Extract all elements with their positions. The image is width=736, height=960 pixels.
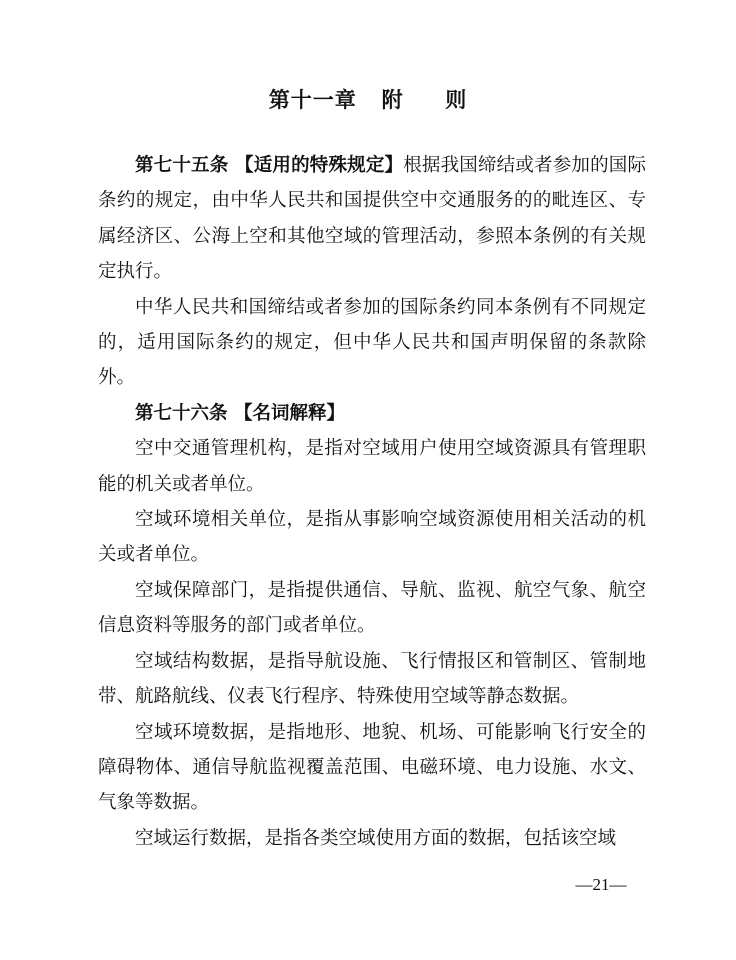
- article-75-heading: 第七十五条 【适用的特殊规定】: [135, 155, 404, 176]
- article-75-text-1: 根据我国缔结或者参加的国际条约的规定，由中华人民共和国提供空中交通服务的的毗连区、专属经济区、公海上空和其他空域的管理活动，参照本条例的有关规定执行。: [98, 155, 646, 283]
- article-76-definition-6: 空域运行数据，是指各类空域使用方面的数据，包括该空域: [135, 827, 617, 849]
- article-76-definition-3: 空域保障部门，是指提供通信、导航、监视、航空气象、航空信息资料等服务的部门或者单位。: [98, 579, 646, 637]
- article-76-definition-1: 空中交通管理机构，是指对空域用户使用空域资源具有管理职能的机关或者单位。: [98, 438, 646, 495]
- article-75-paragraph-1: [98, 148, 646, 290]
- article-75-paragraph-2: 中华人民共和国缔结或者参加的国际条约同本条例有不同规定的，适用国际条约的规定，但中华人民共和国声明保留的条款除外。: [98, 296, 646, 389]
- page-number: —21—: [575, 875, 627, 894]
- article-76-heading: 第七十六条 【名词解释】: [135, 402, 345, 424]
- document-body: [98, 148, 646, 856]
- article-76-definition-2: 空域环境相关单位，是指从事影响空域资源使用相关活动的机关或者单位。: [98, 509, 646, 566]
- article-76-definition-5: 空域环境数据，是指地形、地貌、机场、可能影响飞行安全的障碍物体、通信导航监视覆盖范围、电磁环境、电力设施、水文、气象等数据。: [98, 721, 646, 814]
- article-76-definition-4: 空域结构数据，是指导航设施、飞行情报区和管制区、管制地带、航路航线、仪表飞行程序、特殊使用空域等静态数据。: [98, 650, 646, 708]
- article-76-heading-line: [98, 396, 646, 431]
- chapter-title: 第十一章 附 则: [268, 88, 468, 112]
